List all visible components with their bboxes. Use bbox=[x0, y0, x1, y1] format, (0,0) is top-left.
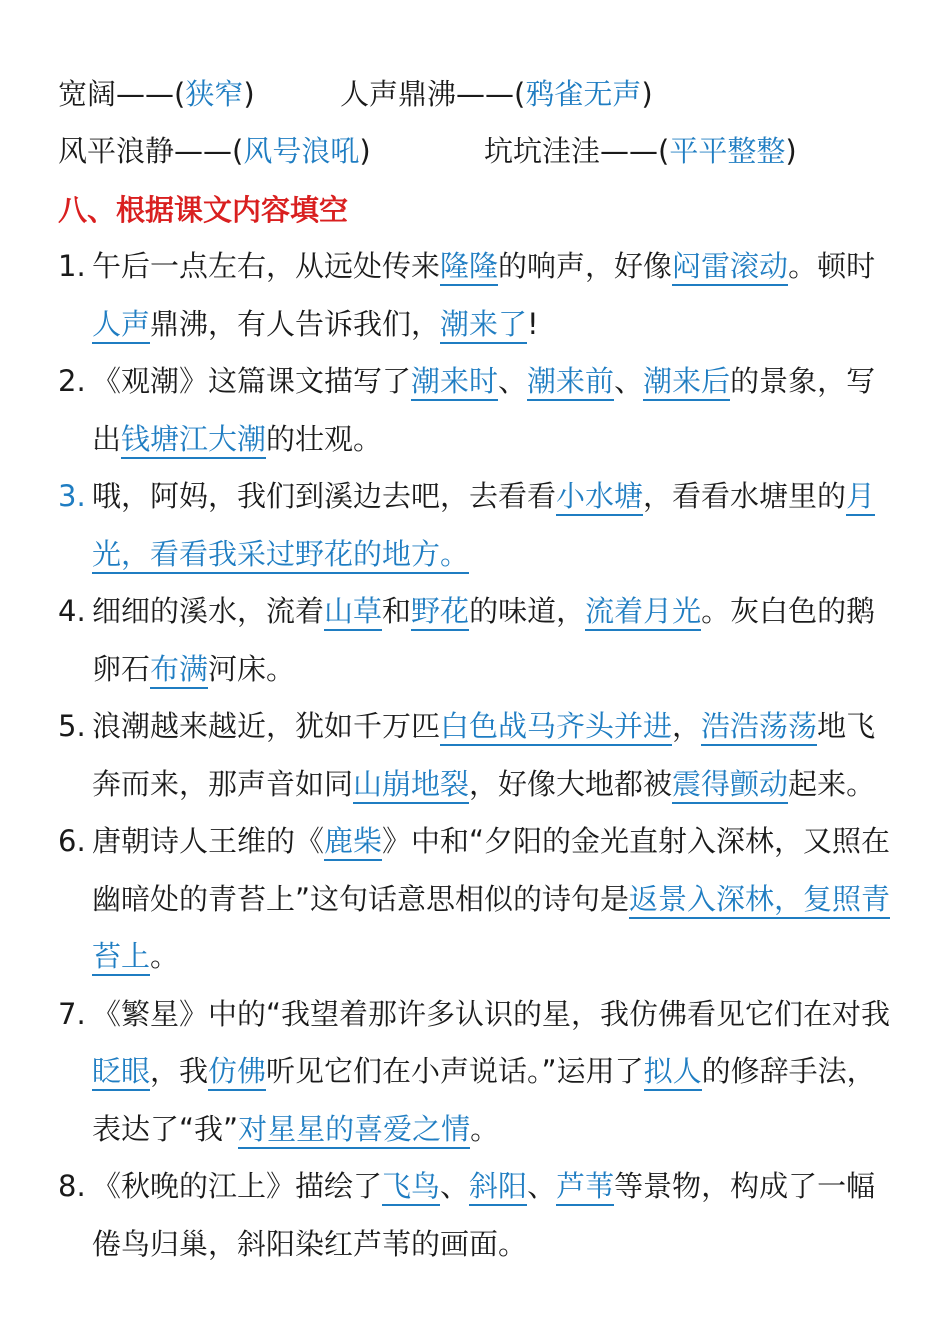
item-text: 的味道， bbox=[469, 594, 586, 628]
fill-item bbox=[58, 698, 898, 813]
answer-blank: 仿佛 bbox=[208, 1054, 266, 1091]
item-text: 。 bbox=[150, 939, 180, 973]
antonym-pair bbox=[484, 131, 797, 171]
item-text: ，好像大地都被 bbox=[469, 766, 673, 801]
item-text: 。 bbox=[470, 1111, 500, 1146]
item-text: 地飞奔而来，那声音如同 bbox=[92, 709, 876, 801]
item-text: 的响声，好像 bbox=[498, 249, 673, 283]
item-text: 、 bbox=[440, 1169, 470, 1203]
fill-item bbox=[58, 238, 898, 353]
item-text: 午后一点左右，从远处传来 bbox=[92, 249, 441, 283]
answer-blank: 潮来前 bbox=[527, 364, 614, 401]
item-number: 5. bbox=[58, 709, 86, 743]
item-text: 》中和“夕阳的金光直射入深林，又照在幽暗处的青苔上”这句话意思相似的诗句是 bbox=[92, 824, 891, 916]
answer-blank: 拟人 bbox=[644, 1054, 702, 1091]
antonym-word: 人声鼎沸——( bbox=[340, 77, 526, 111]
answer-blank: 隆隆 bbox=[440, 249, 498, 286]
answer-blank: 飞鸟 bbox=[382, 1169, 440, 1206]
item-text: 、 bbox=[498, 364, 528, 398]
item-text: 细细的溪水，流着 bbox=[92, 594, 325, 628]
answer-blank: 眨眼 bbox=[92, 1054, 150, 1091]
answer-blank: 月光，看看我采过野花的地方。 bbox=[92, 479, 875, 574]
answer-blank: 浩浩荡荡 bbox=[701, 709, 817, 746]
item-text: 听见它们在小声说话。”运用了 bbox=[266, 1054, 644, 1088]
antonym-answer: 狭窄 bbox=[185, 77, 244, 111]
section-title: 八、根据课文内容填空 bbox=[58, 193, 349, 227]
item-text: 唐朝诗人王维的《 bbox=[92, 824, 325, 858]
item-number: 1. bbox=[58, 249, 86, 283]
answer-blank: 人声 bbox=[92, 307, 150, 344]
antonym-close: ) bbox=[641, 77, 653, 111]
fill-item bbox=[58, 468, 898, 583]
antonym-close: ) bbox=[785, 134, 797, 168]
fill-item bbox=[58, 353, 898, 468]
item-text: 和 bbox=[382, 594, 412, 628]
answer-blank: 闷雷滚动 bbox=[672, 249, 788, 286]
antonym-answer: 风号浪吼 bbox=[243, 134, 360, 168]
item-text: 、 bbox=[614, 364, 644, 398]
item-number: 2. bbox=[58, 364, 86, 398]
item-text: 、 bbox=[527, 1169, 557, 1203]
item-number: 6. bbox=[58, 824, 86, 858]
answer-blank: 潮来后 bbox=[643, 364, 730, 401]
antonym-close: ) bbox=[243, 77, 255, 111]
item-text: ! bbox=[527, 306, 539, 341]
answer-blank: 震得颤动 bbox=[672, 767, 788, 804]
item-text: 浪潮越来越近，犹如千万匹 bbox=[92, 709, 441, 743]
answer-blank: 野花 bbox=[411, 594, 469, 631]
item-text: ，我 bbox=[150, 1054, 209, 1088]
answer-blank: 山崩地裂 bbox=[353, 767, 469, 804]
antonym-answer: 平平整整 bbox=[669, 134, 786, 168]
answer-blank: 钱塘江大潮 bbox=[121, 422, 266, 459]
item-text: 哦，阿妈，我们到溪边去吧，去看看 bbox=[92, 479, 557, 513]
antonym-close: ) bbox=[359, 134, 371, 168]
item-text: 《秋晚的江上》描绘了 bbox=[92, 1169, 383, 1203]
answer-blank: 潮来时 bbox=[411, 364, 498, 401]
antonym-word: 风平浪静——( bbox=[58, 134, 244, 168]
fill-item bbox=[58, 1158, 898, 1273]
item-number: 4. bbox=[58, 594, 86, 628]
answer-blank: 布满 bbox=[150, 652, 208, 689]
item-text: 的壮观。 bbox=[266, 421, 383, 456]
antonym-answer: 鸦雀无声 bbox=[525, 77, 642, 111]
fill-item bbox=[58, 813, 898, 986]
antonym-word: 坑坑洼洼——( bbox=[484, 134, 670, 168]
item-text: ，看看水塘里的 bbox=[643, 479, 847, 513]
item-text: 《观潮》这篇课文描写了 bbox=[92, 364, 412, 398]
fill-item bbox=[58, 583, 898, 698]
item-text: ， bbox=[672, 709, 702, 743]
item-text: 。顿时 bbox=[788, 249, 876, 283]
item-number: 7. bbox=[58, 996, 86, 1031]
answer-blank: 流着月光 bbox=[585, 594, 701, 631]
item-text: 等景物，构成了一幅倦鸟归巢，斜阳染红芦苇的画面。 bbox=[92, 1169, 876, 1261]
answer-blank: 小水塘 bbox=[556, 479, 643, 516]
item-text: 《繁星》中的“我望着那许多认识的星，我仿佛看见它们在对我 bbox=[92, 996, 891, 1031]
antonym-pair bbox=[58, 74, 255, 114]
answer-blank: 鹿柴 bbox=[324, 824, 382, 861]
antonym-pair bbox=[340, 74, 653, 114]
answer-blank: 白色战马齐头并进 bbox=[440, 709, 672, 746]
answer-blank: 斜阳 bbox=[469, 1169, 527, 1206]
answer-blank: 返景入深林，复照青苔上 bbox=[92, 882, 890, 977]
fill-in-items bbox=[58, 238, 898, 1273]
fill-item bbox=[58, 986, 898, 1159]
item-text: 。灰白色的鹅卵石 bbox=[92, 594, 876, 686]
item-text: 起来。 bbox=[788, 766, 876, 801]
item-text: 的景象，写出 bbox=[92, 364, 876, 456]
answer-blank: 对星星的喜爱之情 bbox=[238, 1112, 470, 1149]
item-text: 鼎沸，有人告诉我们， bbox=[150, 306, 441, 341]
antonym-pair bbox=[58, 131, 371, 171]
item-number: 3. bbox=[58, 479, 86, 513]
item-text: 河床。 bbox=[208, 651, 296, 686]
answer-blank: 芦苇 bbox=[556, 1169, 614, 1206]
answer-blank: 潮来了 bbox=[440, 307, 527, 344]
answer-blank: 山草 bbox=[324, 594, 382, 631]
antonym-word: 宽阔——( bbox=[58, 77, 186, 111]
item-number: 8. bbox=[58, 1169, 86, 1203]
item-text: 的修辞手法，表达了“我” bbox=[92, 1054, 876, 1146]
